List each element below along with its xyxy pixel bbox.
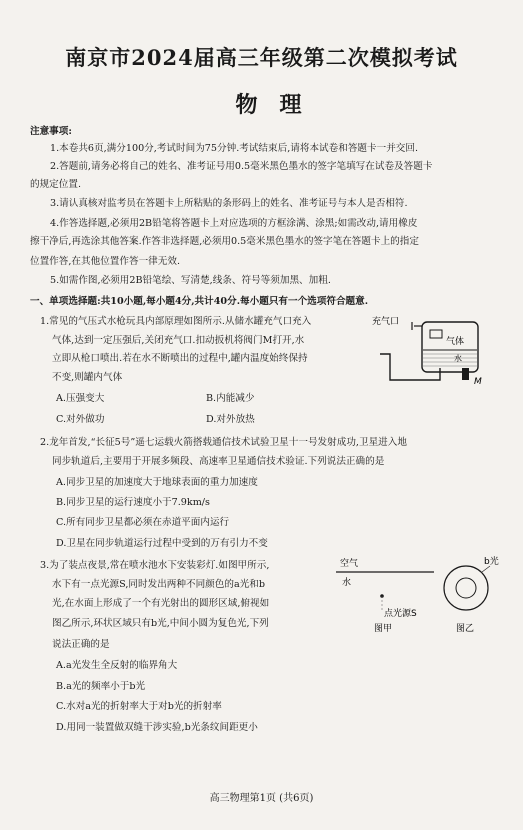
question-3-option: B.a光的频率小于b光: [56, 681, 146, 692]
notice-line: 3.请认真核对监考员在答题卡上所粘贴的条形码上的姓名、准考证号与本人是否相符.: [50, 198, 408, 209]
question-1-line: 立即从枪口喷出.若在水不断喷出的过程中,罐内温度始终保持: [52, 353, 308, 364]
section-heading: 一、单项选择题:共10小题,每小题4分,共计40分.每小题只有一个选项符合题意.: [30, 296, 369, 307]
light-source-diagram: [334, 554, 510, 640]
question-2-line: 同步轨道后,主要用于开展多频段、高速率卫星通信技术验证.下列说法正确的是: [52, 456, 385, 467]
valve-m: [462, 368, 469, 380]
outer-ring: [444, 566, 488, 610]
question-3-option: C.水对a光的折射率大于对b光的折射率: [56, 701, 222, 712]
notice-line: 1.本卷共6页,满分100分,考试时间为75分钟.考试结束后,请将本试卷和答题卡一并交回.: [50, 143, 419, 154]
page-footer: 高三物理第1页 (共6页): [209, 793, 314, 804]
question-1-option: B.内能减少: [206, 393, 255, 404]
question-2-option: A.同步卫星的加速度大于地球表面的重力加速度: [56, 477, 258, 488]
question-2-option: D.卫星在同步轨道运行过程中受到的万有引力不变: [56, 538, 268, 549]
water-label: 水: [342, 578, 352, 588]
page-title: 南京市2024届高三年级第二次模拟考试: [65, 45, 458, 70]
question-2-line: 2.龙年首发,“长征5号”遥七运载火箭搭载通信技术试验卫星十一号发射成功,卫星进入地: [40, 437, 407, 448]
question-3-option: D.用同一装置做双缝干涉实验,b光条纹间距更小: [56, 722, 258, 733]
notice-line: 位置作答,在其他位置作答一律无效.: [30, 256, 181, 267]
question-3-line: 图乙所示,环状区域只有b光,中间小圆为复色光,下列: [52, 618, 269, 629]
question-1-option: A.压强变大: [56, 393, 105, 404]
notice-line: 4.作答选择题,必须用2B铅笔将答题卡上对应选项的方框涂满、涂黑;如需改动,请用橡皮: [50, 218, 418, 229]
question-1-option: C.对外做功: [56, 414, 105, 425]
subject-title: 物理: [235, 92, 324, 118]
valve-box: [430, 330, 442, 338]
notice-line: 2.答题前,请务必将自己的姓名、准考证号用0.5毫米黑色墨水的签字笔填写在试卷及答题卡: [50, 161, 433, 172]
question-2-option: C.所有同步卫星都必须在赤道平面内运行: [56, 517, 230, 528]
notice-line: 擦干净后,再选涂其他答案.作答非选择题,必须用0.5毫米黑色墨水的签字笔在答题卡上的指定: [30, 236, 419, 247]
water-label: 水: [454, 354, 462, 363]
question-3-option: A.a光发生全反射的临界角大: [56, 660, 178, 671]
water-hatching: [423, 354, 477, 366]
notice-line: 5.如需作图,必须用2B铅笔绘、写清楚,线条、符号等须加黑、加粗.: [50, 275, 331, 286]
question-3-line: 水下有一点光源S,同时发出两种不同颜色的a光和b: [52, 579, 266, 590]
notice-heading: 注意事项:: [30, 126, 72, 137]
water-gun-diagram: [370, 314, 500, 394]
notice-line: 的规定位置.: [30, 179, 82, 190]
inlet-label: 充气口: [372, 317, 400, 327]
b-light-label: b光: [484, 557, 499, 567]
question-3-line: 光,在水面上形成了一个有光射出的圆形区域,俯视如: [52, 598, 270, 609]
question-2-option: B.同步卫星的运行速度小于7.9km/s: [56, 497, 210, 508]
inner-circle: [456, 578, 476, 598]
question-1-line: 气体,达到一定压强后,关闭充气口.扣动扳机将阀门M打开,水: [52, 335, 305, 346]
question-3-line: 说法正确的是: [52, 639, 110, 650]
figure-a-label: 图甲: [374, 624, 393, 634]
figure-b-label: 图乙: [456, 624, 475, 634]
source-label: 点光源S: [384, 609, 417, 619]
question-1-option: D.对外放热: [206, 414, 255, 425]
question-1-line: 1.常见的气压式水枪玩具内部原理如图所示.从储水罐充气口充入: [40, 316, 312, 327]
gas-label: 气体: [446, 337, 465, 347]
air-label: 空气: [340, 559, 359, 569]
valve-label: M: [474, 377, 482, 387]
question-3-line: 3.为了装点夜景,常在喷水池水下安装彩灯.如图甲所示,: [40, 560, 270, 571]
question-1-line: 不变,则罐内气体: [52, 372, 123, 383]
